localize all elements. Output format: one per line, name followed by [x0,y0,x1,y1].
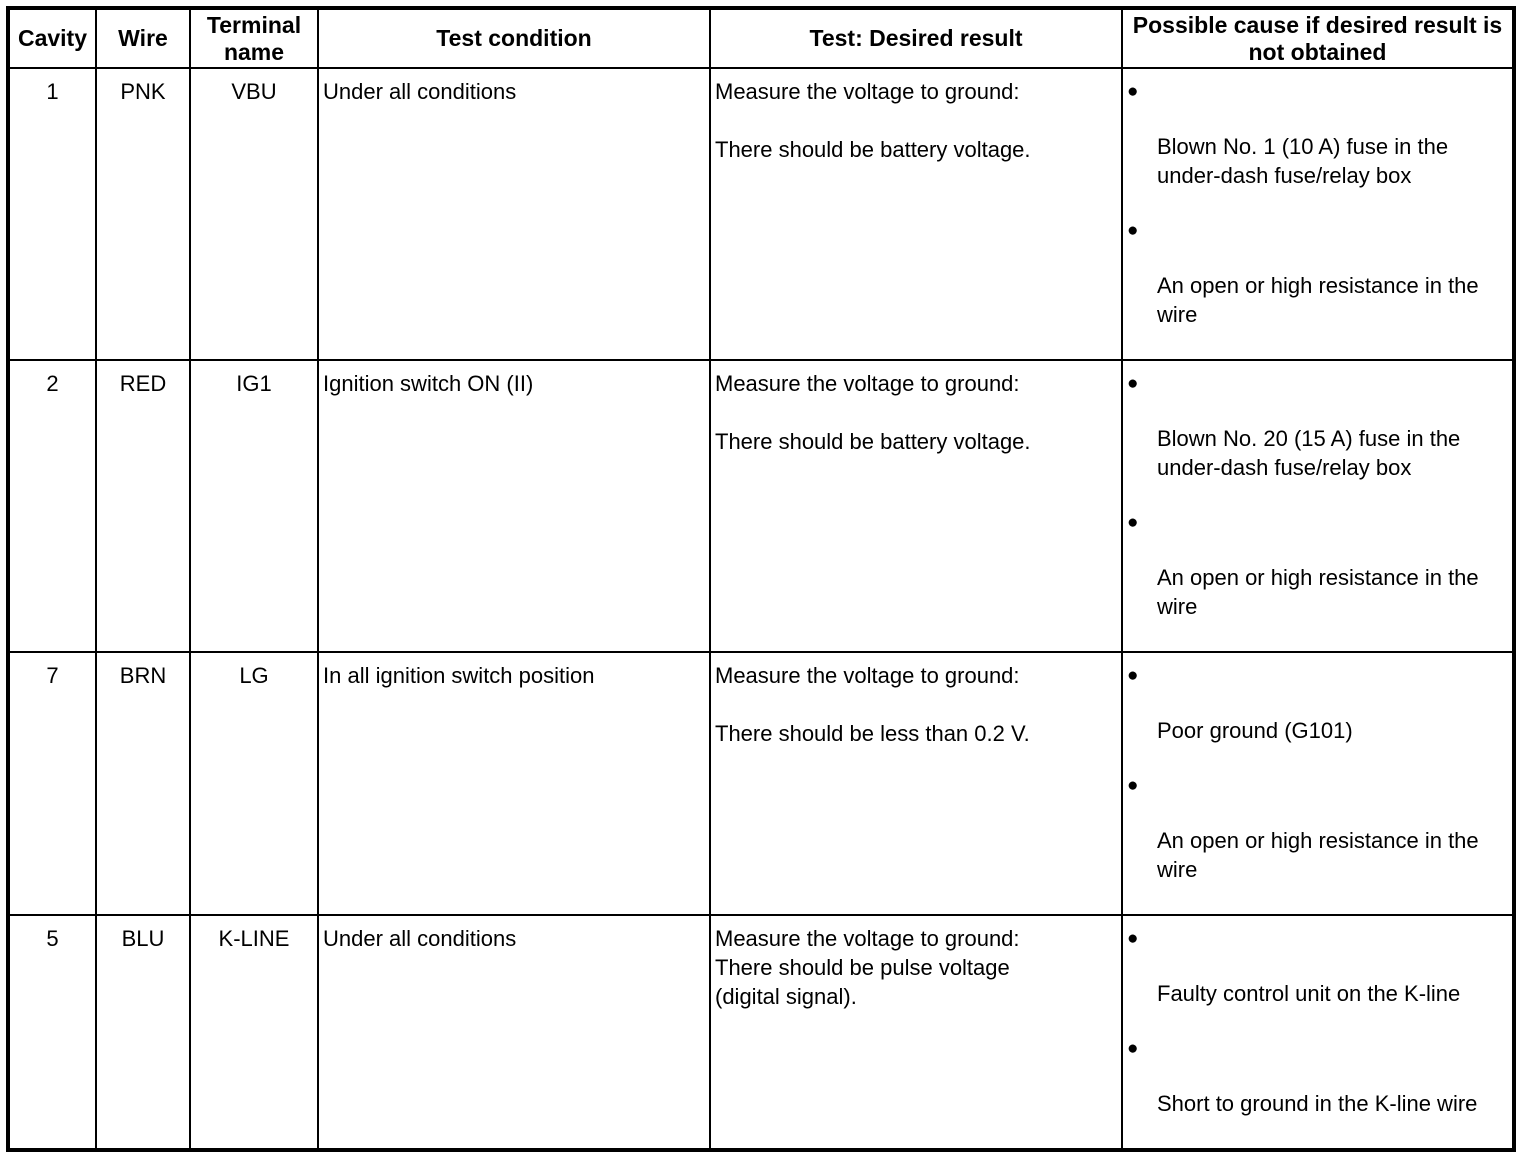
result-line: (digital signal). [715,984,857,1010]
header-terminal: Terminal name [190,8,318,68]
wire-cell: BRN [96,652,190,915]
bullet-icon: ● [1127,220,1139,242]
table-row [8,915,1514,1150]
header-cavity: Cavity [8,8,96,68]
cause-item [1127,924,1508,1008]
result-line: There should be pulse voltage [715,955,1010,981]
desired-result-cell [710,360,1122,652]
cause-text: Faulty control unit on the K-line [1157,981,1461,1007]
header-possible-cause: Possible cause if desired result is not obtained [1122,8,1514,68]
bullet-icon: ● [1127,512,1139,534]
test-condition-cell: Under all conditions [318,915,710,1150]
desired-result-cell [710,68,1122,360]
cause-item [1127,369,1508,482]
table-row [8,68,1514,360]
cause-item [1127,216,1508,329]
cause-item [1127,661,1508,745]
bullet-icon: ● [1127,775,1139,797]
terminal-test-table [6,6,1516,1152]
result-line: Measure the voltage to ground: [715,371,1020,397]
wire-cell: PNK [96,68,190,360]
desired-result-cell [710,652,1122,915]
wire-cell: RED [96,360,190,652]
cause-text: An open or high resistance in the wire [1157,565,1479,620]
header-wire: Wire [96,8,190,68]
bullet-icon: ● [1127,373,1139,395]
result-line: Measure the voltage to ground: [715,79,1020,104]
cause-item [1127,1034,1508,1118]
possible-cause-cell [1122,652,1514,915]
header-row [8,8,1514,68]
cause-item [1127,771,1508,884]
result-line: There should be battery voltage. [715,429,1031,455]
test-condition-cell: Ignition switch ON (II) [318,360,710,652]
cause-item [1127,508,1508,621]
test-condition-cell: Under all conditions [318,68,710,360]
cause-text: An open or high resistance in the wire [1157,273,1479,328]
bullet-icon: ● [1127,665,1139,687]
cavity-cell: 2 [8,360,96,652]
terminal-cell: LG [190,652,318,915]
header-desired-result: Test: Desired result [710,8,1122,68]
cause-item [1127,77,1508,190]
cause-text: Blown No. 20 (15 A) fuse in the under-dash fuse/relay box [1157,426,1461,481]
bullet-icon: ● [1127,81,1139,102]
cavity-cell: 1 [8,68,96,360]
wire-cell: BLU [96,915,190,1150]
terminal-cell: IG1 [190,360,318,652]
cause-text: Blown No. 1 (10 A) fuse in the under-dash fuse/relay box [1157,134,1449,189]
desired-result-cell [710,915,1122,1150]
cavity-cell: 7 [8,652,96,915]
result-line: Measure the voltage to ground: [715,663,1020,689]
bullet-icon: ● [1127,1038,1139,1060]
table-row [8,652,1514,915]
table-row [8,360,1514,652]
cavity-cell: 5 [8,915,96,1150]
terminal-cell: K-LINE [190,915,318,1150]
result-line: There should be battery voltage. [715,137,1031,163]
test-condition-cell: In all ignition switch position [318,652,710,915]
possible-cause-cell [1122,68,1514,360]
bullet-icon: ● [1127,928,1139,950]
possible-cause-cell [1122,915,1514,1150]
cause-text: Short to ground in the K-line wire [1157,1091,1478,1117]
result-line: Measure the voltage to ground: [715,926,1020,952]
header-test-condition: Test condition [318,8,710,68]
cause-text: An open or high resistance in the wire [1157,828,1479,883]
possible-cause-cell [1122,360,1514,652]
cause-text: Poor ground (G101) [1157,718,1353,744]
terminal-cell: VBU [190,68,318,360]
result-line: There should be less than 0.2 V. [715,721,1030,747]
